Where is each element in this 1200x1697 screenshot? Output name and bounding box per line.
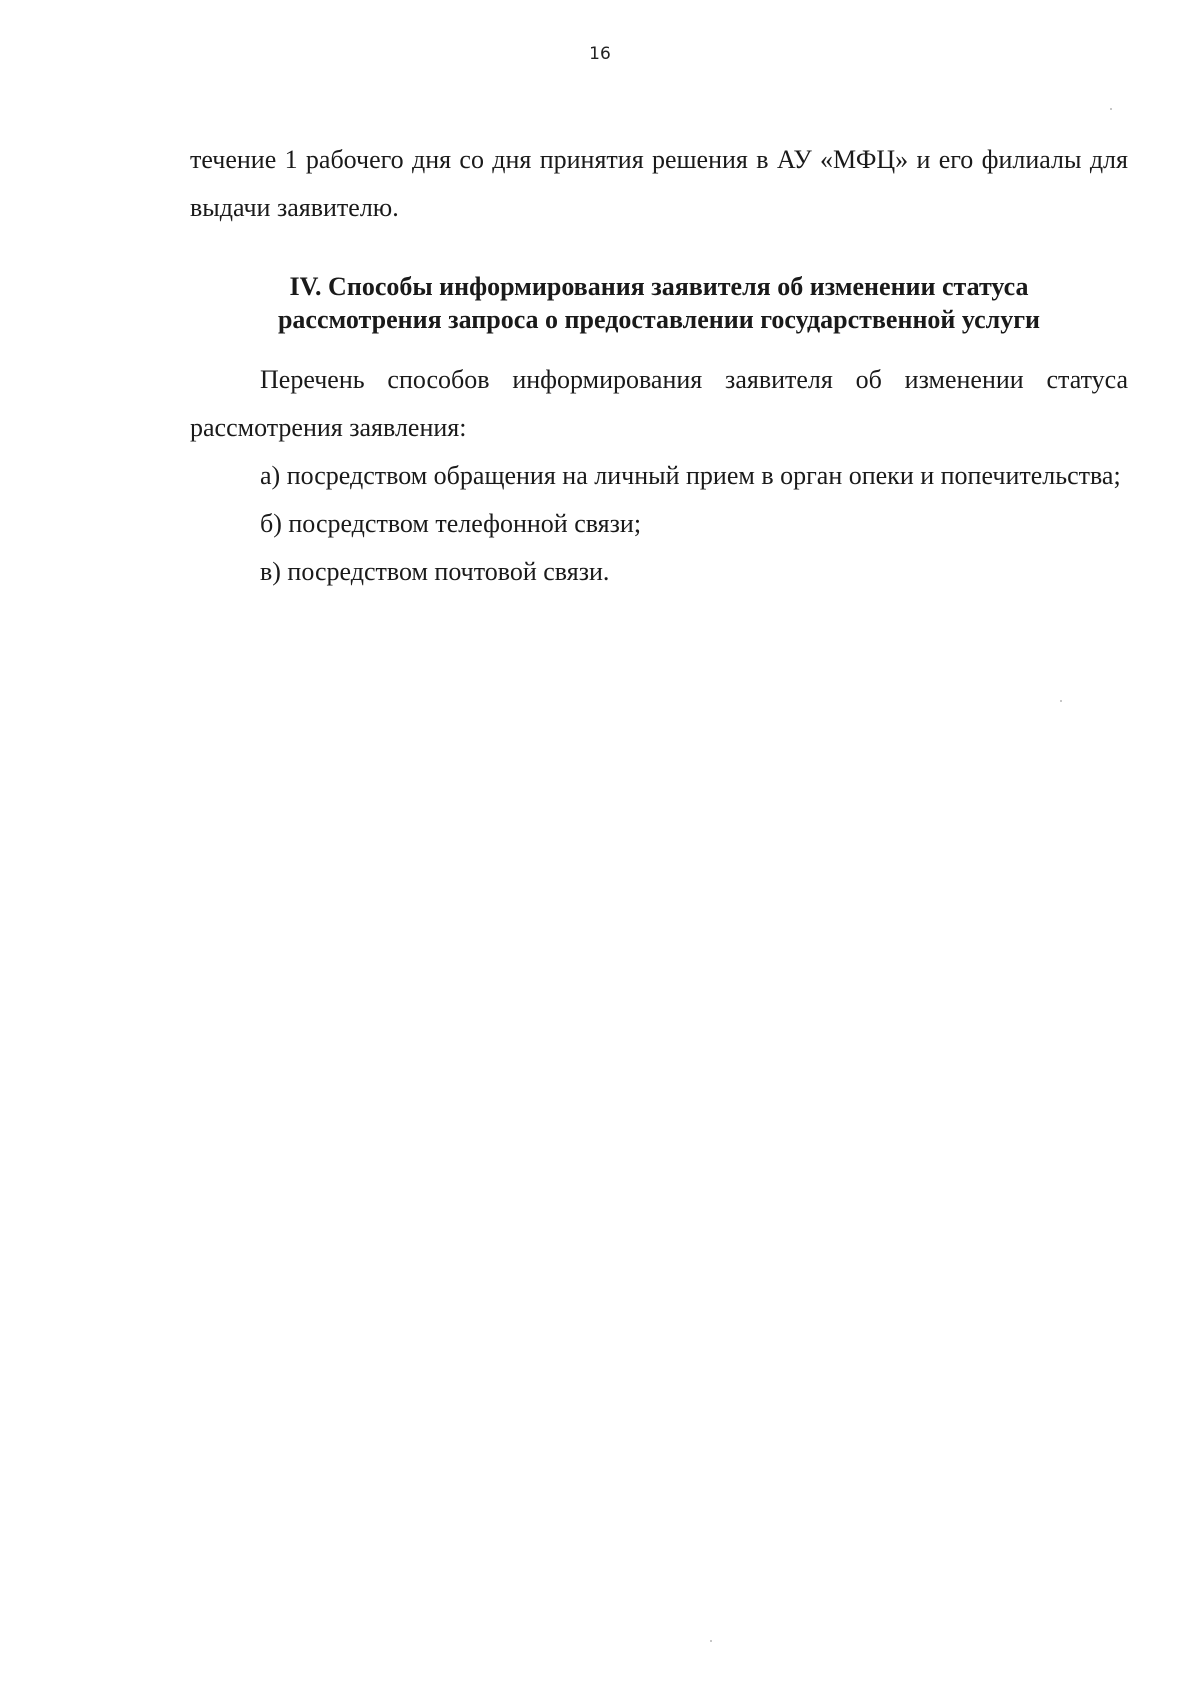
intro-paragraph: Перечень способов информирования заявителя об изменении статуса рассмотрения заявления: [190,365,1128,442]
scan-speck [710,1640,712,1642]
section-heading-line-2: рассмотрения запроса о предоставлении государственной услуги [277,305,1041,334]
page-number: 16 [589,44,611,64]
list-item-c: в) посредством почтовой связи. [260,557,610,586]
list-item-b: б) посредством телефонной связи; [260,509,642,538]
scan-speck [1060,700,1062,702]
list-item-a: а) посредством обращения на личный прием в орган опеки и попечительства; [260,461,1121,490]
section-heading-line-1: IV. Способы информирования заявителя об изменении статуса [289,272,1029,301]
section-heading [190,270,1128,336]
document-body [190,136,1128,596]
scan-speck [1110,108,1112,110]
continuation-paragraph: течение 1 рабочего дня со дня принятия решения в АУ «МФЦ» и его филиалы для выдачи заявителю. [190,145,1128,222]
